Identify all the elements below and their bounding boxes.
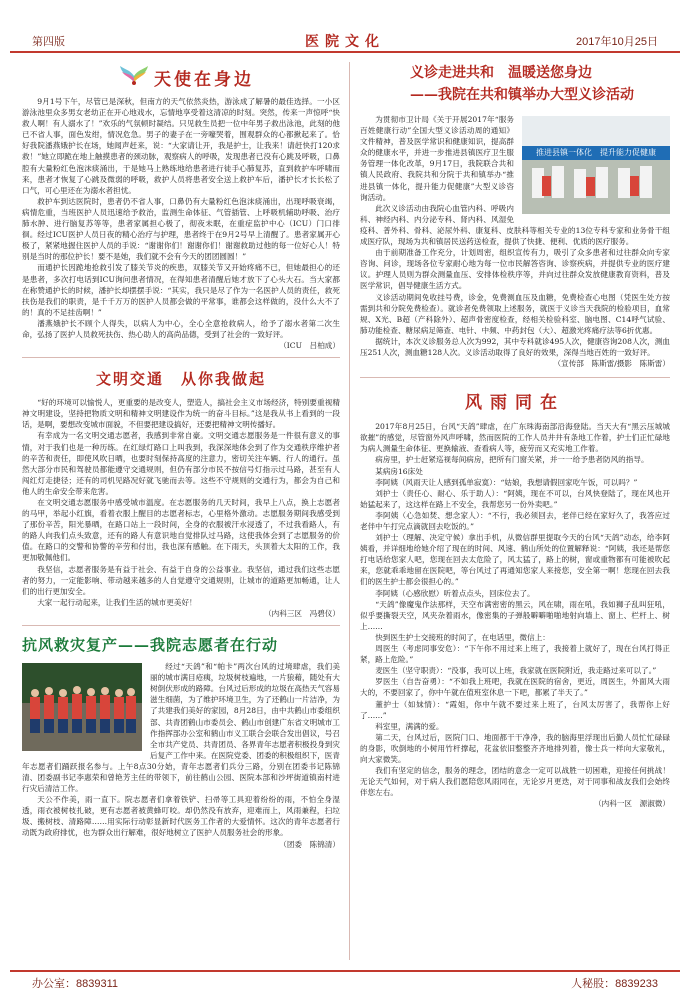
- paragraph: 我坚信，志愿者服务是有益于社会、有益于自身的公益事业。我坚信，通过我们这些志愿者的努力，一定能影响、带动越来越多的人自觉遵守交通规则，让城市的道路更加畅通，让人们的出行更加安全。: [22, 564, 340, 596]
- hr-phone: 人秘股：8839233: [571, 978, 658, 990]
- article-clinic-content: [360, 114, 670, 369]
- paragraph: 此次义诊活动由我院心血管内科、呼吸内科、神经内科、内分泌专科、肾内科、风湿免疫科、普外科、骨科、泌尿外科、康复科、皮肤科等相关专业的13位专科专家和业务骨干组成医疗队，现场为共和镇居民送药送检查，提供了快捷、便利、优质的医疗服务。: [360, 203, 670, 247]
- paragraph: “好的环境可以愉悦人，更重要的是改变人，塑造人，搞社会主义市场经济，特别要重视精神文明建设，坚持把物质文明和精神文明建设作为统一的奋斗目标。”这是我从书上看到的一段话，是啊，要想改变城市面貌，不但要把建设搞好，还要把精神文明传播好。: [22, 398, 340, 430]
- section-title: 医院文化: [305, 34, 385, 50]
- column-divider: [349, 62, 350, 960]
- article-angel-title: 天使在身边: [154, 70, 254, 90]
- paragraph: 天公不作美，雨一直下。院志愿者们拿着铁铲、扫帚等工具迎着纷纷的雨，不怕全身湿透，雨衣被树枝扎破，更有志愿者被黄蜂叮咬。却仍然没有放弃，迎难而上，风雨兼程，扫垃圾、搬树枝、清路障……用实际行动彰显新时代医务工作者的大爱情怀。这次的青年志愿者行动既为政府排忧，也为群众出行解难，很好地树立了医护人员服务社会的形象。: [22, 795, 340, 838]
- article-storm: [360, 388, 670, 809]
- clinic-crowd-icon: [522, 116, 670, 214]
- article-clinic-title-line2: ——我院在共和镇举办大型义诊活动: [410, 87, 634, 103]
- header-rule: [10, 51, 680, 53]
- paragraph: 潘燕娥护长不顾个人得失，以病人为中心，全心全意抢救病人，给予了溺水者第二次生命，弘扬了医护人员救死扶伤、热心助人的高尚品德，受到了社会的一致好评。: [22, 318, 340, 339]
- issue-date: 2017年10月25日: [576, 36, 658, 48]
- paragraph: 第二天，台风过后，医院门口、地面都干干净净，我的脑海里浮现出后勤人员忙忙碌碌的身影，吹倒地的小树用竹杆撑起，花盆依旧整整齐齐地排列着，像士兵一样向大家敬礼，向大家微笑。: [360, 732, 670, 764]
- article-clinic-byline: （宣传部 陈斯雷/摄影 陈斯雷）: [553, 359, 670, 369]
- paragraph: 为贯彻市卫计局《关于开展2017年“服务百姓健康行动”全国大型义诊活动周的通知》文件精神，普及医学常识和健康知识，提高群众的健康水平，并进一步推进县镇医疗卫生服务管理一体化改革，9月17日，我院联合共和镇人民政府、我院共和分院于共和镇举办“推进县镇一体化，提升能力促健康”大型义诊咨询活动。: [360, 115, 514, 202]
- article-disaster-title: 抗风救灾复产——我院志愿者在行动: [22, 636, 279, 655]
- article-civil: [22, 368, 340, 619]
- paragraph: 而通护长因跪地抢救引发了膝关节炎的疾患，双膝关节又开始疼痛不已，但她最担心的还是患者，多次打电话到ICU询问患者情况，在得知患者清醒后她才放下了心头大石。当大家都在称赞通护长的时候，潘护长却摆摆手说：“其实，我只是尽了作为一名医护人员的责任，救死扶伤是我们的职责，是千千万万的医护人员都会做的平常事，谁都会这样做的，没什么大不了的！真的不足挂齿啊！”: [22, 263, 340, 317]
- paragraph: 2017年8月25日，台风“天鸽”肆虐，在广东珠海南部沿海登陆。当天大有“黑云压城城欲摧”的感觉，尽管窗外风声呼啸，然而医院的工作人员井井有条地工作着，护士们正忙碌地为病人测量生命体征、更换输液、查看病人等，疲劳而又充实地工作着。: [360, 422, 670, 454]
- paragraph: 有幸成为一名文明交通志愿者，我感到非常自豪。文明交通志愿服务是一件很有意义的事情，对于我们也是一种历练。在红绿灯路口上叫我到，我深深地体会到了作为交通秩序维护者的辛苦和责任，即使风吹日晒，也要时刻保持高度的注意力，密切关注车辆、行人的通行。虽然大部分市民和驾驶员都能遵守交通规则，但仍有部分市民不按信号灯指示过马路，甚至有人闯红灯走捷径；还有的司机见路况好就飞驰而去等。这些不守规则的交通行为，都会为自己和他人的生命安全带来危害。: [22, 431, 340, 496]
- dialogue-line: 刘护士（责任心、耐心、乐于助人）：“阿姨，现在不可以，台风快登陆了，现在风也开始猛起来了，这这样在路上不安全，我帮您另一份外卖吧。”: [360, 488, 670, 509]
- article-clinic-heading: [360, 62, 670, 106]
- article-storm-byline: （内科一区 源淑微）: [594, 799, 670, 809]
- dialogue-line: 罗医生（自告奋勇）：“不如我上班吧，我就在医院的宿舍，更近，周医生，外面风大雨大的，不要回家了，你中午就在值班室休息一下吧，都累了半天了。”: [360, 677, 670, 698]
- article-civil-byline: （内科三区 冯碧仪）: [264, 608, 340, 618]
- divider: [360, 377, 670, 378]
- page-footer: [10, 970, 680, 988]
- divider: [22, 357, 340, 358]
- paragraph: 由于前期准备工作充分，计划周密，组织宣传有力，吸引了众多患者和过往群众向专家咨询、问诊，现场各位专家耐心地为每一位市民解答咨询、诊察疾病，并提供专业的医疗建议。护理人员则为群众测量血压、安排体检秩序等，并向过往群众发放健康教育资料，普及医学常识，倡导健康生活方式。: [360, 248, 670, 291]
- clinic-banner-text: 推进县镇一体化 提升能力促健康: [536, 148, 656, 157]
- article-disaster-content: [22, 661, 340, 850]
- article-disaster-byline: （团委 陈锦清）: [279, 839, 340, 849]
- paragraph: 快到医生护士交接班的时间了，在电话里，微信上：: [375, 632, 550, 642]
- paragraph: 义诊活动期间免收挂号费，诊金，免费测血压及血糖，免费检查心电图（凭医生处方按需到共和分院免费检查）。就诊者免费领取上述服务，就医于义诊当天我院的检验项目，血常规、X光、B超（产科除外）、超声骨密度检查，经相关检验科室、脑电图、C14呼气试验、肺功能检查、糖尿病足筛查、电针、中频、中药封包（大）、超激光疼痛疗法等6折优惠。: [360, 292, 670, 335]
- clinic-event-photo: [522, 116, 670, 214]
- article-storm-body: [360, 421, 670, 798]
- article-clinic: [360, 62, 670, 369]
- paragraph: 救护车到达医院时，患者仍不省人事，口鼻仍有大量粉红色泡沫痰涌出，出现呼吸衰竭，病情危重，当班医护人员迅速给予救治，监测生命体征、气管插管、上呼吸机辅助呼吸、治疗肺水肿、进行脑复苏等等，患者家属担心极了，彻夜未眠，在重症监护中心（ICU）门口徘徊。经过ICU医护人员日夜的精心治疗与护理，患者终于在9月2号早上清醒了。患者家属开心极了，紧紧地握住医护人员的手说：“谢谢你们！谢谢你们！谢谢救助过他的每一位好心人！特别是当时的那位护长！要不是她，我们就不会有今天的团团圆圆！”: [22, 196, 340, 262]
- volunteers-photo: [22, 663, 142, 751]
- issue-label: 第四版: [32, 36, 65, 48]
- article-angel-heading: [22, 62, 340, 90]
- angel-wings-icon: [118, 62, 150, 88]
- article-civil-body: [22, 397, 340, 608]
- right-column: [360, 62, 670, 809]
- article-angel-byline: （ICU 吕柏成）: [279, 341, 340, 351]
- dialogue-line: 李阿姨（心感欣慰）听着点点头，回床位去了。: [375, 588, 535, 598]
- article-storm-title: 风雨同在: [465, 393, 565, 414]
- left-column: [22, 62, 340, 850]
- dialogue-line: 董护士（如妹情）：“霞姐，你中午就不要过来上班了，台风太厉害了，我帮你上好了……”: [360, 699, 670, 720]
- article-disaster: [22, 634, 340, 850]
- article-angel-body: [22, 96, 340, 340]
- paragraph: 某病房16床处: [375, 466, 423, 476]
- paragraph: 在文明交通志愿服务中感受城市温度。在志愿服务的几天时间，我早上八点，换上志愿者的马甲，举起小红旗，看着衣服上醒目的志愿者标志，心里格外激动。志愿服务期间我感受到了那份辛苦，阳光暴晒，在路口站上一段时间，全身的衣服被汗水浸透了，不过我看路人，有的路人向我们点头致意，还有的路人有意识地自觉排队过马路，这使我体会到了志愿服务的价值。在路口的交警和协警的辛劳和付出，我也深有感触。在下雨天，头顶着大太阳的工作，我更加敬佩他们。: [22, 498, 340, 563]
- article-civil-title: 文明交通 从你我做起: [95, 370, 266, 389]
- dialogue-line: 李阿姨（心急如焚、想念家人）：“不行，我必须回去，老伴已经在家好久了，我答应过老伴中午打完点滴就回去吃饭的。”: [360, 510, 670, 531]
- page-header: [0, 32, 690, 52]
- paragraph: 据统计，本次义诊服务总人次为992，其中专科就诊495人次，健康咨询208人次，测血压251人次，测血糖128人次。义诊活动取得了良好的效果，深得当地百姓的一致好评。: [360, 336, 670, 357]
- paragraph: 大家一起行动起来，让我们生活的城市更美好！: [37, 597, 197, 607]
- paragraph: “天鸽”像魔鬼作法那样，天空布满密密的黑云，风在啸，雨在吼，我如狮子乱叫狂吼，似乎要撕裂天空，风夹杂着雨水，像密集的子弹般噼噼啪啪地射向墙上、窗上、栏杆上、树上……: [360, 599, 670, 631]
- dialogue-line: 麦医生（坚守职责）：“没事，我可以上班，我家就在医院附近，我走路过来可以了。”: [375, 666, 657, 676]
- article-angel: [22, 62, 340, 351]
- paragraph: 我们有坚定的信念，服务的理念，团结的意念一定可以战胜一切困难，迎接任何挑战！无论天气如何，对于病人我们愿陪您风雨同在，无论岁月更迭，对于同事和战友我们会始终伴您左右。: [360, 766, 670, 798]
- dialogue-line: 刘护士（理解、决定守候）拿出手机，从微信群里提取今天的台风“天鸽”动态，给李阿姨看，并详细地给她介绍了现在的时间、风速、鹤山所处的位置解释说：“阿姨，我还是帮您打电话给您家人吧，您现在回去太危险了，风太猛了，路上的树，窗或重物都有可能被吹起来，您就乖乖地留在医院吧，等台风过了再通知您家人来接您，安全第一啊！您现在回去我们的医生护士都会很担心的。”: [360, 533, 670, 587]
- article-clinic-title-line1: 义诊走进共和 温暖送您身边: [410, 65, 592, 81]
- dialogue-line: 周医生（考虑同事安危）：“下午你不用过来上班了，我接着上就好了，现在台风打得正紧，路上危险。”: [360, 644, 670, 665]
- footer-rule: [10, 970, 680, 972]
- volunteers-group-icon: [22, 663, 142, 751]
- paragraph: 9月1号下午，尽管已是深秋，但南方的天气依然炎热，游泳成了解暑的最佳选择。一小区游泳池里众多男女老幼正在开心地戏水，忘情地享受着这清凉的时刻。突然，传来一声惊呼“快救人啊！有人溺水了！”欢乐的气氛顿时凝结。只见救生员把一位中年男子救出泳池，此刻的他已不省人事，面色发绀，情况危急。男子的妻子在一旁嚎哭着，围观群众的心都揪起来了。恰好我院潘燕娥护长在场，她闻声赶来，说：“大家请让开，我是护士，让我来！请赶快打120求救！”她立即跪在地上触摸患者的颈动脉，观察病人的呼吸，发现患者已没有心跳及呼吸，口鼻腔有大量粉红色泡沫痰涌出，于是她马上熟练地给患者进行徒手心肺复苏，直到救护车呼啸而来，患者才恢复了心跳及微弱的呼吸，救护人员将患者安全送上救护车后，潘护长才长长松了口气，可心里还在为溺水者担忧。: [22, 97, 340, 195]
- paragraph: 病房里，护士赶紧巡视每间病房，把所有门窗关紧，并一一给予患者防风的指导。: [375, 455, 649, 465]
- dialogue-line: 科室里，满满的爱。: [375, 721, 444, 731]
- office-phone: 办公室：8839311: [32, 978, 119, 990]
- divider: [22, 625, 340, 626]
- dialogue-line: 李阿姨（风雨天让人感到孤单寂寞）：“姑娘，我想请假回家吃午饭，可以吗？”: [375, 477, 638, 487]
- paragraph: 经过“天鸽”和“帕卡”两次台风的过境肆虐，我们美丽的城市满目疮痍，垃圾树枝遍地，一片狼藉，随处有大树倒伏形成的路障。台风过后形成的垃圾在高热天气容易滋生细菌，为了维护环境卫生，为了还鹤山一片洁净，为了共建我们美好的家园，8月28日，由中共鹤山市委组织部、共青团鹤山市委员会、鹤山市创建广东省文明城市工作指挥部办公室和鹤山市义工联合会联合发出倡议，号召全市共产党员、共青团员、各界青年志愿者积极投身到灾后复产工作中来。在医院党委、团委的积极组织下，医青年志愿者们踊跃报名参与。上午8点30分始，青年志愿者们兵分三路，分别在团委书记陈锦清、团委副书记李惠荣和曾艳芳主任的带领下，前往鹤山公园、医院本部和沙坪街道镇南村进行灾后清洁工作。: [22, 662, 340, 794]
